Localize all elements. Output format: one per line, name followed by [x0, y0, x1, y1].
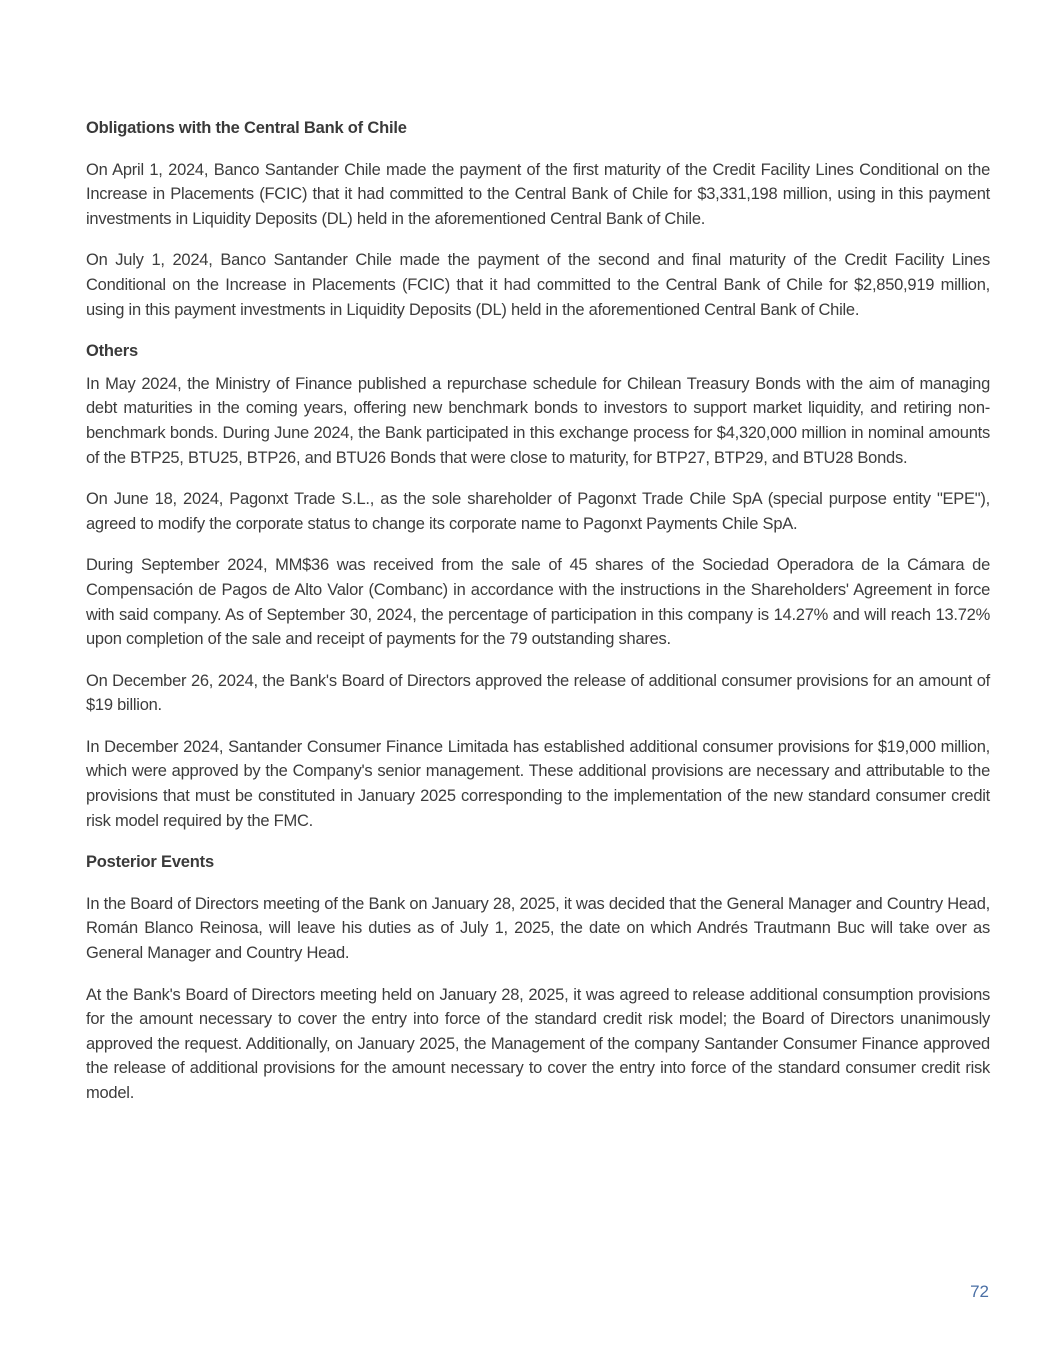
section-heading-posterior-events: Posterior Events: [86, 853, 214, 872]
paragraph: On December 26, 2024, the Bank's Board of Directors approved the release of additional consumer provisions for an amount of $19 billion.: [86, 671, 990, 715]
page-number: 72: [970, 1282, 989, 1301]
section-heading-others: Others: [86, 342, 138, 361]
paragraph: In the Board of Directors meeting of the Bank on January 28, 2025, it was decided that the General Manager and Country Head, Román Blanco Reinosa, will leave his duties as of July 1, 2025, the date on which Andrés Trautmann Buc will take over as General Manager and Country Head.: [86, 894, 990, 963]
paragraph: At the Bank's Board of Directors meeting held on January 28, 2025, it was agreed to release additional consumption provisions for the amount necessary to cover the entry into force of the standard credit risk model; the Board of Directors unanimously approved the request. Additionally, on January 2025, the Management of the company Santander Consumer Finance approved the release of additional provisions for the amount necessary to cover the entry into force of the standard consumer credit risk model.: [86, 985, 990, 1102]
paragraph: During September 2024, MM$36 was received from the sale of 45 shares of the Sociedad Operadora de la Cámara de Compensación de Pagos de Alto Valor (Combanc) in accordance with the instructions in the Shareholders' Agreement in force with said company. As of September 30, 2024, the percentage of participation in this company is 14.27% and will reach 13.72% upon completion of the sale and receipt of payments for the 79 outstanding shares.: [86, 556, 990, 649]
document-body: [86, 116, 990, 1123]
paragraph: On June 18, 2024, Pagonxt Trade S.L., as the sole shareholder of Pagonxt Trade Chile SpA (special purpose entity "EPE"), agreed to modify the corporate status to change its corporate name to Pagonxt Payments Chile SpA.: [86, 490, 990, 533]
paragraph: In December 2024, Santander Consumer Finance Limitada has established additional consumer provisions for $19,000 million, which were approved by the Company's senior management. These additional provisions are necessary and attributable to the provisions that must be constituted in January 2025 corresponding to the implementation of the new standard consumer credit risk model required by the FMC.: [86, 737, 990, 830]
paragraph: On April 1, 2024, Banco Santander Chile made the payment of the first maturity of the Credit Facility Lines Conditional on the Increase in Placements (FCIC) that it had committed to the Central Bank of Chile for $3,331,198 million, using in this payment investments in Liquidity Deposits (DL) held in the aforementioned Central Bank of Chile.: [86, 160, 990, 228]
paragraph: In May 2024, the Ministry of Finance published a repurchase schedule for Chilean Treasury Bonds with the aim of managing debt maturities in the coming years, offering new benchmark bonds to investors to support market liquidity, and retiring non-benchmark bonds. During June 2024, the Bank participated in this exchange process for $4,320,000 million in nominal amounts of the BTP25, BTU25, BTP26, and BTU26 Bonds that were close to maturity, for BTP27, BTP29, and BTU28 Bonds.: [86, 374, 990, 467]
paragraph: On July 1, 2024, Banco Santander Chile made the payment of the second and final maturity of the Credit Facility Lines Conditional on the Increase in Placements (FCIC) that it had committed to the Central Bank of Chile for $2,850,919 million, using in this payment investments in Liquidity Deposits (DL) held in the aforementioned Central Bank of Chile.: [86, 251, 990, 319]
section-heading-central-bank: Obligations with the Central Bank of Chile: [86, 119, 407, 137]
